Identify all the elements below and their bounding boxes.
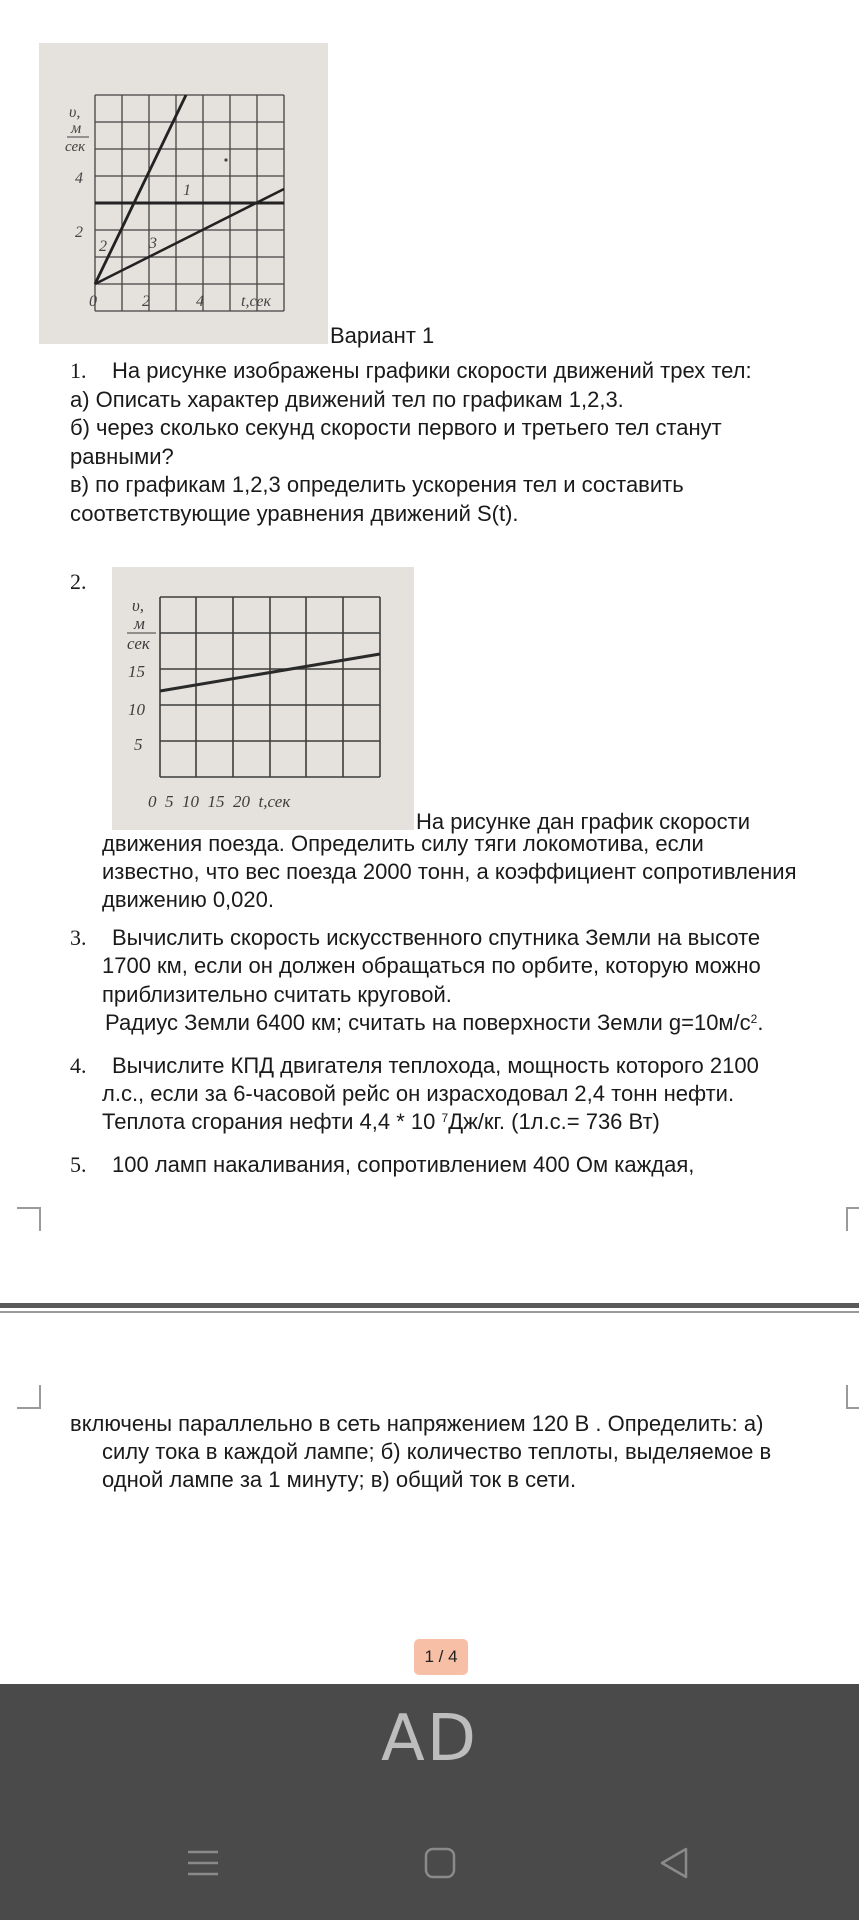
figure-1-x-tick-2: 2 xyxy=(142,293,150,310)
figure-2-velocity-graph xyxy=(112,567,414,830)
figure-2-x-ticks: 0 5 10 15 20 t,сек xyxy=(148,792,291,811)
figure-1-y-tick-4: 4 xyxy=(75,170,83,187)
figure-1-line-3-label: 3 xyxy=(149,235,157,252)
figure-1-line-1-label: 1 xyxy=(183,182,191,199)
task-1-line-4: равными? xyxy=(70,444,174,469)
page-corner-top-right xyxy=(846,1207,859,1231)
task-2-number: 2. xyxy=(70,569,87,594)
figure-1-velocity-graph xyxy=(39,43,328,344)
task-4-line-2: л.с., если за 6-часовой рейс он израсходовал 2,4 тонн нефти. xyxy=(102,1081,735,1106)
task-3-superscript: 2 xyxy=(750,1012,758,1026)
task-2-line-3: известно, что вес поезда 2000 тонн, а коэффициент сопротивления xyxy=(102,859,797,884)
figure-2-y-unit-mid: м xyxy=(134,614,145,633)
figure-1-y-unit-bot: сек xyxy=(65,139,86,155)
page-corner-bottom-left xyxy=(17,1385,41,1409)
task-5-line-1: 100 ламп накаливания, сопротивлением 400 Ом каждая, xyxy=(112,1152,695,1177)
task-3-line-2: 1700 км, если он должен обращаться по орбите, которую можно xyxy=(102,953,761,978)
task-3-number: 3. xyxy=(70,925,87,950)
task-4-line-3-b: Дж/кг. (1л.с.= 736 Вт) xyxy=(448,1109,660,1134)
figure-2-svg xyxy=(112,567,414,830)
figure-2-y-unit-top: υ, xyxy=(132,596,145,615)
figure-1-x-tick-4: 4 xyxy=(196,293,204,310)
task-5-line-3: силу тока в каждой лампе; б) количество теплоты, выделяемое в xyxy=(102,1439,772,1464)
task-5-line-4: одной лампе за 1 минуту; в) общий ток в сети. xyxy=(102,1467,577,1492)
figure-2-y-tick-10: 10 xyxy=(128,700,145,719)
task-2-line-1: На рисунке дан график скорости xyxy=(416,809,751,834)
figure-2-y-unit-bot: сек xyxy=(127,634,150,653)
task-4-line-3-a: Теплота сгорания нефти 4,4 * 10 xyxy=(102,1109,442,1134)
task-5-number: 5. xyxy=(70,1152,87,1177)
task-4-line-1: Вычислите КПД двигателя теплохода, мощность которого 2100 xyxy=(112,1053,759,1078)
task-3-line-4-text: Радиус Земли 6400 км; считать на поверхности Земли g=10м/с xyxy=(105,1010,751,1035)
figure-2-y-tick-5: 5 xyxy=(134,735,143,754)
task-5-line-2: включены параллельно в сеть напряжением 120 В . Определить: а) xyxy=(70,1411,764,1436)
figure-1-y-unit-top: υ, xyxy=(69,104,81,121)
task-1-line-5: в) по графикам 1,2,3 определить ускорения тел и составить xyxy=(70,472,684,497)
figure-1-y-unit-mid: м xyxy=(71,120,82,137)
task-3-line-4 xyxy=(105,1009,763,1038)
page-divider-shadow xyxy=(0,1311,859,1313)
task-4-number: 4. xyxy=(70,1053,87,1078)
figure-1-y-tick-2: 2 xyxy=(75,224,83,241)
menu-icon[interactable] xyxy=(186,1848,220,1878)
triangle-back-icon[interactable] xyxy=(658,1846,690,1880)
task-1-line-2: а) Описать характер движений тел по графикам 1,2,3. xyxy=(70,387,624,412)
page-corner-top-left xyxy=(17,1207,41,1231)
task-1-line-3: б) через сколько секунд скорости первого и третьего тел станут xyxy=(70,415,722,440)
task-2-line-2: движения поезда. Определить силу тяги локомотива, если xyxy=(102,831,704,856)
figure-1-x-tick-0: 0 xyxy=(89,293,97,310)
task-1-number: 1. xyxy=(70,358,87,383)
page-corner-bottom-right xyxy=(846,1385,859,1409)
square-home-icon[interactable] xyxy=(424,1847,456,1879)
page-indicator: 1 / 4 xyxy=(414,1639,468,1675)
task-2-line-4: движению 0,020. xyxy=(102,887,274,912)
figure-1-line-2-label: 2 xyxy=(99,238,107,255)
task-3-line-1: Вычислить скорость искусственного спутника Земли на высоте xyxy=(112,925,761,950)
figure-2-y-tick-15: 15 xyxy=(128,662,145,681)
task-3-line-3: приблизительно считать круговой. xyxy=(102,982,452,1007)
task-4-superscript: 7 xyxy=(441,1111,449,1125)
ad-label: AD xyxy=(380,1702,479,1776)
variant-title: Вариант 1 xyxy=(330,323,435,348)
task-3-line-4-end: . xyxy=(757,1010,764,1035)
figure-1-svg xyxy=(39,43,328,344)
page-divider xyxy=(0,1303,859,1308)
figure-1-x-axis-label: t,сек xyxy=(241,293,271,310)
task-4-line-3 xyxy=(102,1108,660,1137)
task-1-line-6: соответствующие уравнения движений S(t). xyxy=(70,501,519,526)
figure-1-line-2 xyxy=(95,95,186,284)
task-1-line-1: На рисунке изображены графики скорости движений трех тел: xyxy=(112,358,752,383)
